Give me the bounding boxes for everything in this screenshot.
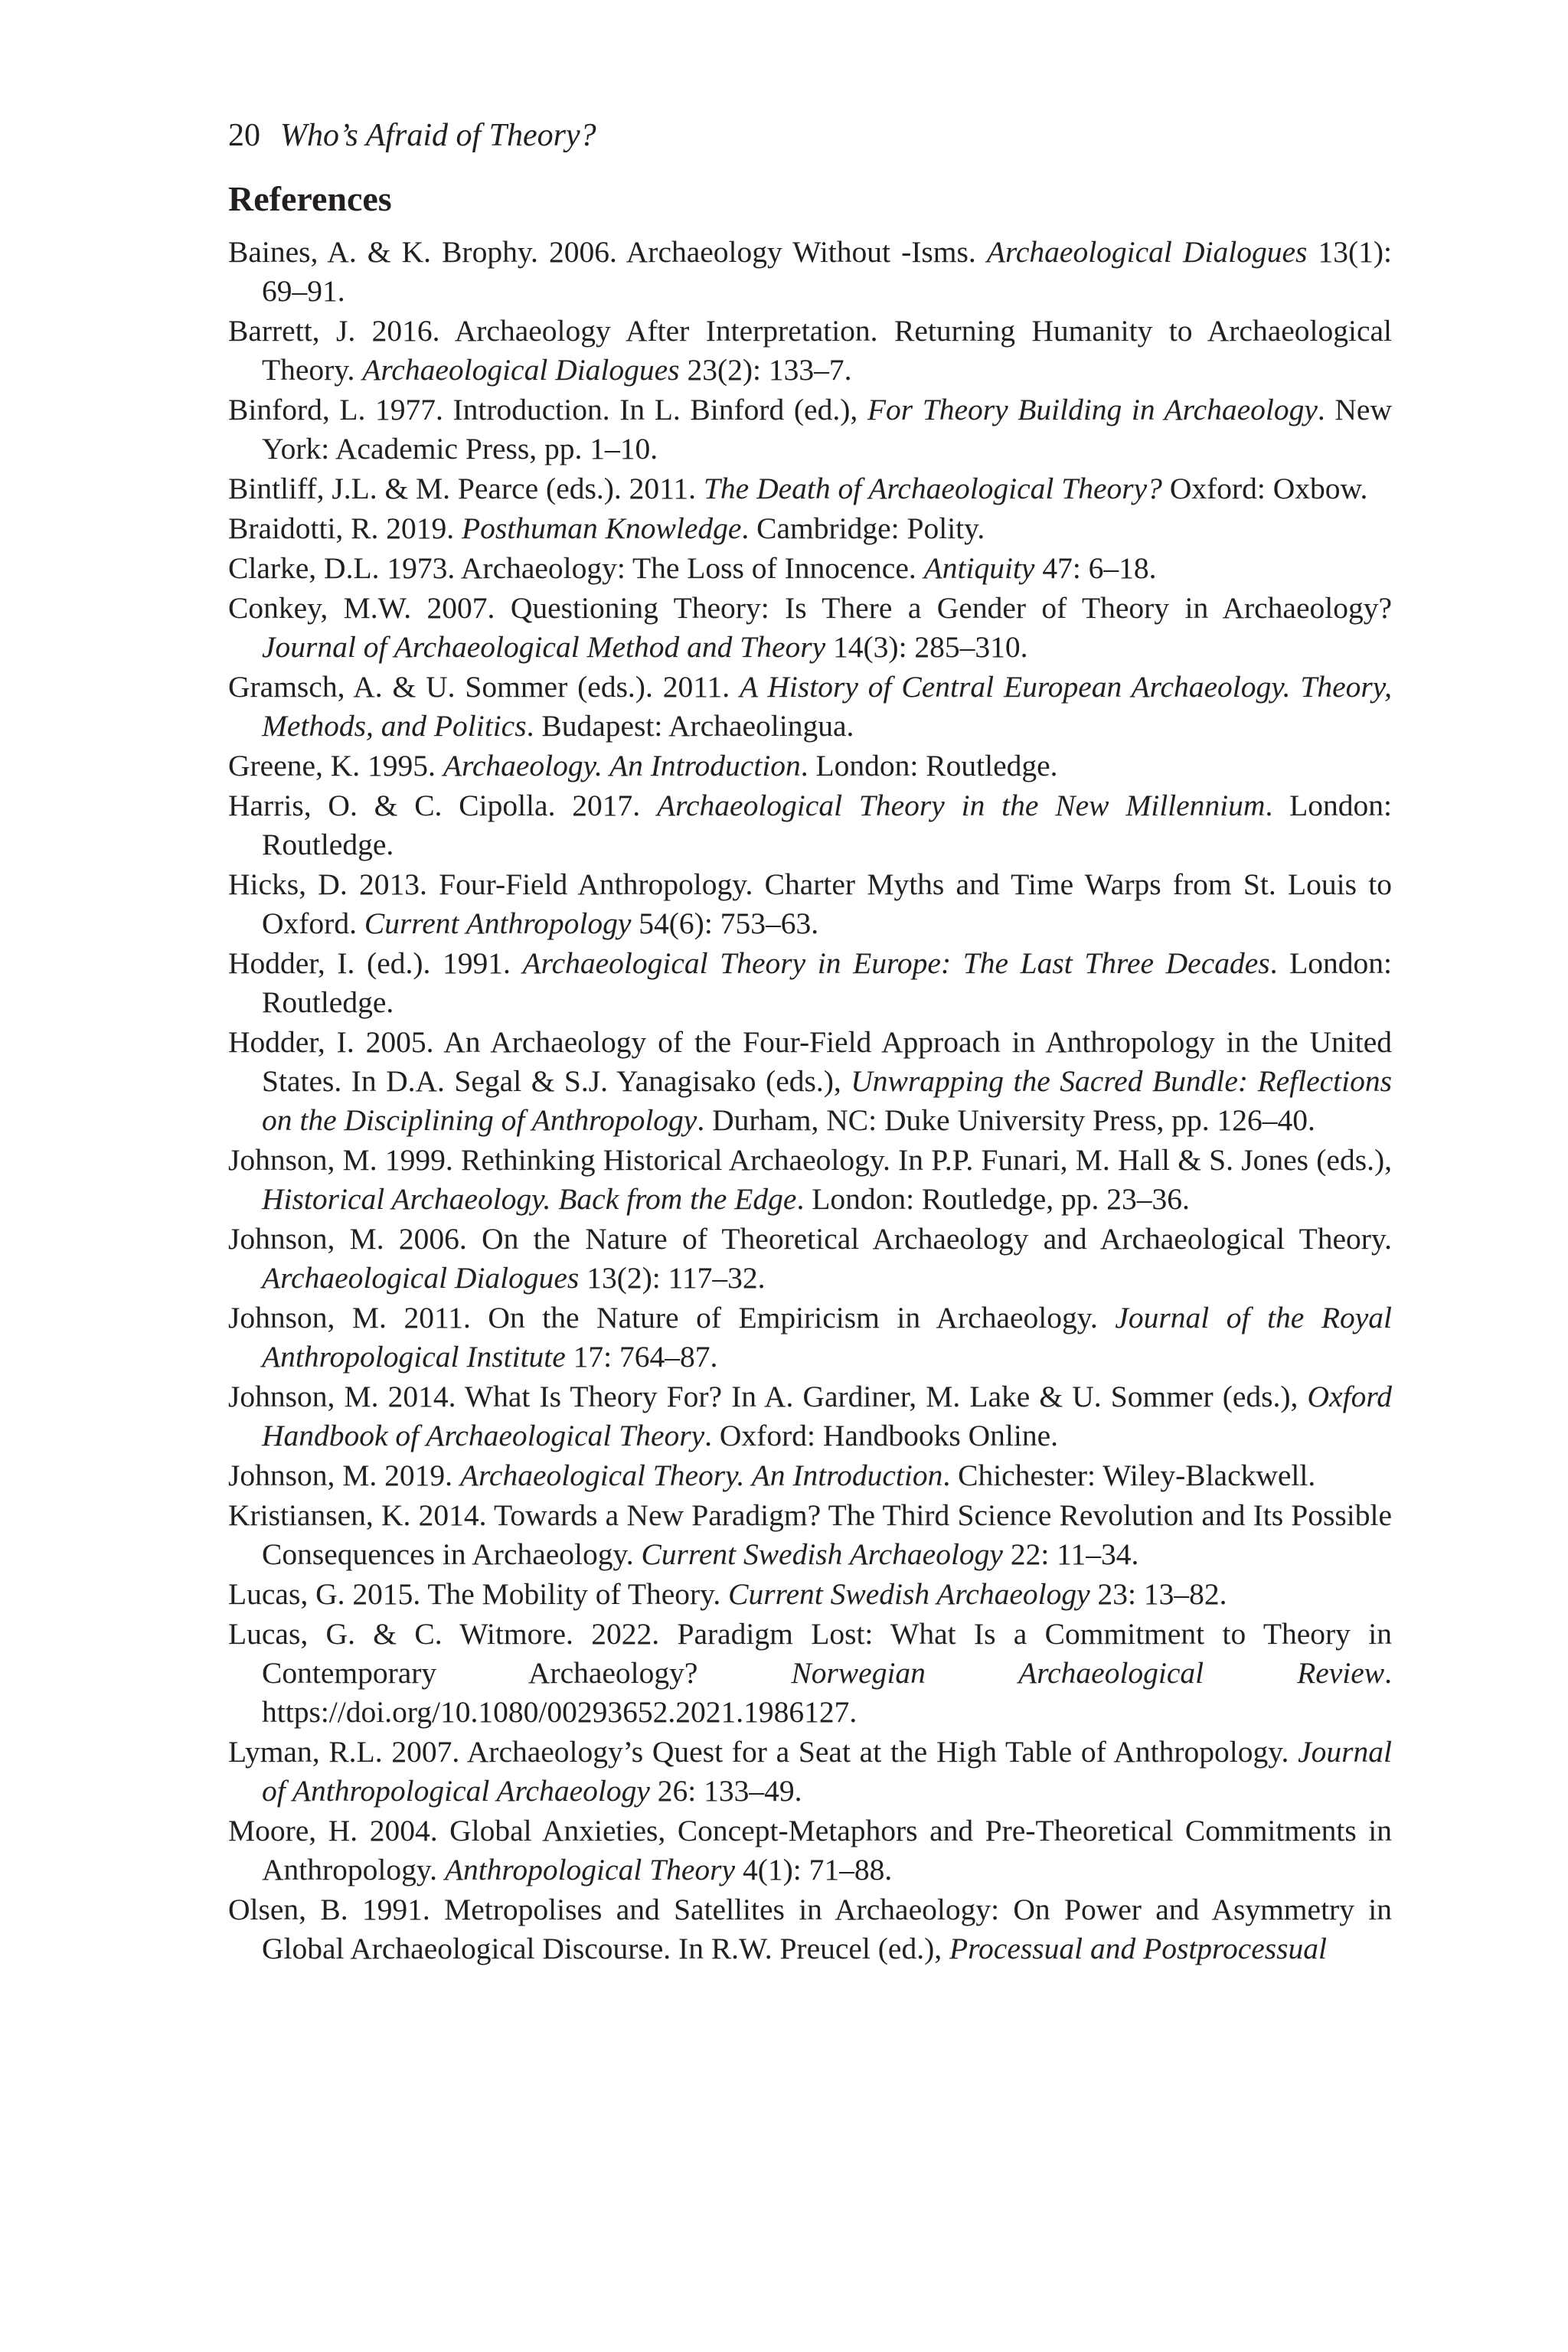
reference-text: Hicks, D. 2013. Four-Field Anthropology. Charter Myths and Time Warps from St. Louis to Oxford. [228,867,1392,940]
reference-italic-title: A History of Central European Archaeology. Theory, Methods, and Politics [262,670,1392,743]
reference-text: Johnson, M. 2006. On the Nature of Theoretical Archaeology and Archaeological Theory. [228,1222,1392,1256]
reference-entry [228,549,1392,588]
reference-text: . Chichester: Wiley-Blackwell. [942,1459,1316,1492]
reference-text: Bintliff, J.L. & M. Pearce (eds.). 2011. [228,472,704,505]
reference-text: 14(3): 285–310. [825,630,1028,664]
reference-text: Harris, O. & C. Cipolla. 2017. [228,789,657,822]
reference-entry [228,1377,1392,1455]
reference-italic-title: Anthropological Theory [444,1853,736,1886]
reference-entry [228,1496,1392,1574]
reference-italic-title: The Death of Archaeological Theory? [703,472,1162,505]
reference-text: . Oxford: Handbooks Online. [704,1419,1059,1452]
section-heading: References [228,179,392,218]
reference-text: . London: Routledge, pp. 23–36. [796,1182,1190,1216]
reference-italic-title: For Theory Building in Archaeology [867,393,1318,426]
running-head-title: Who’s Afraid of Theory? [280,118,596,153]
reference-entry [228,746,1392,786]
reference-italic-title: Journal of the Royal Anthropological Institute [262,1301,1393,1374]
reference-italic-title: Journal of Archaeological Method and Theory [262,630,826,664]
reference-text: Baines, A. & K. Brophy. 2006. Archaeology Without -Isms. [228,235,987,269]
reference-text: . Cambridge: Polity. [741,511,985,545]
reference-text: 47: 6–18. [1034,551,1157,585]
reference-text: Olsen, B. 1991. Metropolises and Satellites in Archaeology: On Power and Asymmetry in Global Archaeological Discourse. In R.W. Preucel (ed.), [228,1893,1392,1965]
reference-entry [228,668,1392,746]
reference-text: Johnson, M. 2014. What Is Theory For? In A. Gardiner, M. Lake & U. Sommer (eds.), [228,1380,1308,1413]
reference-entry [228,1023,1392,1140]
reference-entry [228,509,1392,548]
reference-italic-title: Processual and Postprocessual [949,1932,1327,1965]
reference-italic-title: Archaeology. An Introduction [443,749,801,782]
reference-text: Gramsch, A. & U. Sommer (eds.). 2011. [228,670,740,704]
reference-entry [228,1811,1392,1890]
reference-italic-title: Posthuman Knowledge [462,511,742,545]
reference-text: Johnson, M. 2011. On the Nature of Empiricism in Archaeology. [228,1301,1116,1334]
reference-list [228,233,1392,1968]
reference-entry [228,1733,1392,1811]
reference-entry [228,233,1392,311]
page-number: 20 [228,118,260,153]
reference-italic-title: Antiquity [923,551,1035,585]
reference-text: 4(1): 71–88. [735,1853,893,1886]
reference-text: 17: 764–87. [565,1340,718,1374]
reference-entry [228,1298,1392,1377]
running-head [228,115,1392,156]
reference-italic-title: Current Anthropology [364,906,632,940]
reference-text: . London: Routledge. [262,789,1392,861]
reference-italic-title: Archaeological Theory in the New Millennium [656,789,1266,822]
reference-text: . London: Routledge. [800,749,1058,782]
reference-text: . https://doi.org/10.1080/00293652.2021.1986127. [262,1656,1392,1729]
book-page [228,115,1392,1969]
reference-text: . Budapest: Archaeolingua. [526,709,854,743]
reference-text: Lucas, G. 2015. The Mobility of Theory. [228,1577,729,1611]
reference-entry [228,865,1392,943]
reference-text: Clarke, D.L. 1973. Archaeology: The Loss of Innocence. [228,551,924,585]
reference-italic-title: Current Swedish Archaeology [641,1537,1003,1571]
reference-entry [228,1141,1392,1219]
reference-italic-title: Archaeological Theory. An Introduction [459,1459,943,1492]
reference-italic-title: Norwegian Archaeological Review [791,1656,1385,1690]
reference-text: Hodder, I. (ed.). 1991. [228,946,523,980]
reference-text: 54(6): 753–63. [631,906,819,940]
reference-text: 23: 13–82. [1089,1577,1227,1611]
reference-entry [228,944,1392,1022]
reference-text: Moore, H. 2004. Global Anxieties, Concept-Metaphors and Pre-Theoretical Commitments in Anthropology. [228,1814,1392,1886]
reference-entry [228,1575,1392,1614]
reference-text: Conkey, M.W. 2007. Questioning Theory: Is There a Gender of Theory in Archaeology? [228,591,1392,625]
reference-entry [228,1220,1392,1298]
reference-text: 13(1): 69–91. [262,235,1392,308]
reference-italic-title: Archaeological Dialogues [986,235,1308,269]
reference-text: Kristiansen, K. 2014. Towards a New Paradigm? The Third Science Revolution and Its Possible Consequences in Archaeology. [228,1498,1392,1571]
reference-italic-title: Archaeological Dialogues [262,1261,580,1295]
reference-italic-title: Journal of Anthropological Archaeology [262,1735,1392,1808]
reference-text: Barrett, J. 2016. Archaeology After Interpretation. Returning Humanity to Archaeological Theory. [228,314,1392,387]
reference-text: Lyman, R.L. 2007. Archaeology’s Quest for a Seat at the High Table of Anthropology. [228,1735,1298,1769]
reference-entry [228,786,1392,864]
reference-text: Johnson, M. 1999. Rethinking Historical Archaeology. In P.P. Funari, M. Hall & S. Jones (eds.), [228,1143,1392,1177]
reference-italic-title: Current Swedish Archaeology [728,1577,1090,1611]
reference-text: 23(2): 133–7. [679,353,852,387]
reference-italic-title: Archaeological Dialogues [362,353,680,387]
reference-text: Greene, K. 1995. [228,749,443,782]
reference-text: . London: Routledge. [262,946,1393,1019]
reference-entry [228,1890,1392,1968]
reference-entry [228,1615,1392,1732]
reference-italic-title: Historical Archaeology. Back from the Edge [262,1182,797,1216]
reference-italic-title: Oxford Handbook of Archaeological Theory [262,1380,1392,1452]
reference-text: Johnson, M. 2019. [228,1459,460,1492]
reference-entry [228,390,1392,469]
reference-text: Binford, L. 1977. Introduction. In L. Binford (ed.), [228,393,867,426]
reference-italic-title: Unwrapping the Sacred Bundle: Reflections on the Disciplining of Anthropology [262,1064,1392,1137]
reference-entry [228,312,1392,390]
reference-text: Hodder, I. 2005. An Archaeology of the Four-Field Approach in Anthropology in the United States. In D.A. Segal & S.J. Yanagisako (eds.), [228,1025,1392,1098]
reference-text: 13(2): 117–32. [579,1261,766,1295]
reference-entry [228,589,1392,667]
reference-italic-title: Archaeological Theory in Europe: The Last Three Decades [522,946,1270,980]
reference-text: 26: 133–49. [649,1774,802,1808]
reference-text: Oxford: Oxbow. [1161,472,1368,505]
reference-text: 22: 11–34. [1002,1537,1139,1571]
reference-text: Lucas, G. & C. Witmore. 2022. Paradigm Lost: What Is a Commitment to Theory in Contemporary Archaeology? [228,1617,1392,1690]
reference-entry [228,469,1392,508]
reference-entry [228,1456,1392,1495]
reference-text: . New York: Academic Press, pp. 1–10. [262,393,1392,466]
reference-text: . Durham, NC: Duke University Press, pp. 126–40. [697,1103,1315,1137]
reference-text: Braidotti, R. 2019. [228,511,462,545]
